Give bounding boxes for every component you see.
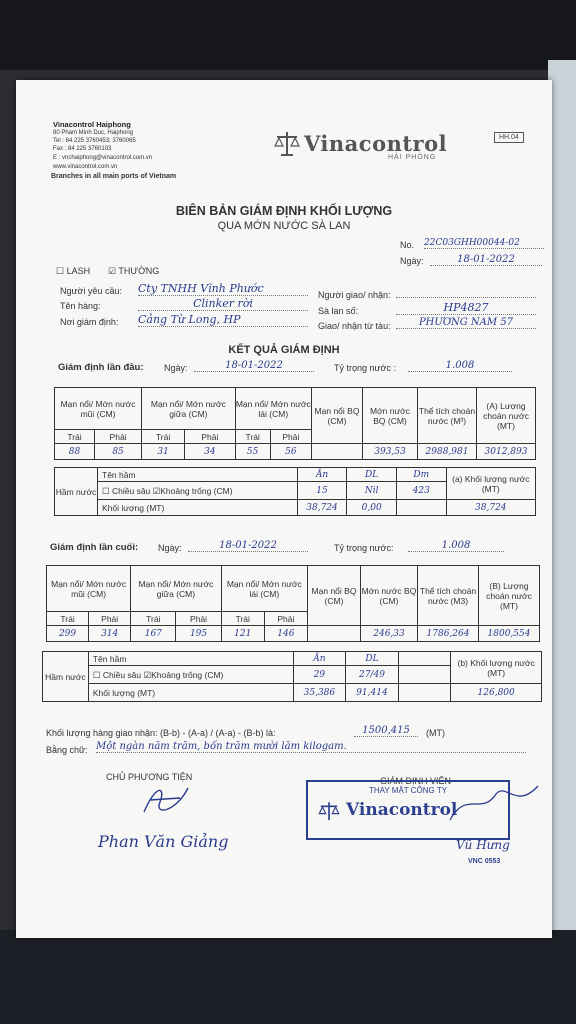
first-tank-2: DL xyxy=(347,468,397,482)
last-density: 1.008 xyxy=(408,540,504,552)
words-value: Một ngàn năm trăm, bốn trăm mười lăm kilogam. xyxy=(96,741,526,753)
first-aft-port-h: Trái xyxy=(235,430,270,444)
lash-option: ☐ LASH xyxy=(56,266,91,276)
thuong-label: THƯỜNG xyxy=(118,266,160,276)
first-aft-stbd-h: Phải xyxy=(270,430,311,444)
first-h-fore: Mạn nổi/ Mớn nước mũi (CM) xyxy=(55,388,142,430)
thuong-option: ☑ THƯỜNG xyxy=(108,266,160,276)
last-aft-stbd: 146 xyxy=(264,626,307,642)
first-aft-stbd: 56 xyxy=(270,444,311,460)
stamp-name: Vinacontrol xyxy=(346,800,458,820)
last-h-aft: Mạn nổi/ Mớn nước lái (CM) xyxy=(221,566,307,612)
first-tank-table xyxy=(54,467,536,516)
last-freeboard-avg xyxy=(308,626,361,642)
last-tank-table xyxy=(42,651,542,702)
last-mid-port-h: Trái xyxy=(131,612,176,626)
last-tank-mass-2: 91,414 xyxy=(346,684,399,702)
deliverer-value-line xyxy=(396,287,536,298)
ship-value: PHƯƠNG NAM 57 xyxy=(396,317,536,329)
requester-label: Người yêu cầu: xyxy=(60,286,122,296)
deliverer-label: Người giao/ nhận: xyxy=(318,290,391,300)
company-branches: Branches in all main ports of Vietnam xyxy=(51,173,177,180)
first-fore-port-h: Trái xyxy=(55,430,95,444)
first-mid-port-h: Trái xyxy=(142,430,185,444)
last-tank-ullage-3 xyxy=(398,666,451,684)
first-tank-mass-1: 38,724 xyxy=(297,500,347,516)
last-water-total: 126,800 xyxy=(451,684,542,702)
first-fore-stbd-h: Phải xyxy=(95,430,142,444)
goods-label: Tên hàng: xyxy=(60,301,101,311)
first-mid-stbd-h: Phải xyxy=(185,430,236,444)
last-tank-mode: ☐ Chiều sâu ☑Khoảng trống (CM) xyxy=(88,666,293,684)
last-h-bq2: Mớn nước BQ (CM) xyxy=(361,566,418,626)
place-value: Cảng Từ Long, HP xyxy=(138,313,308,327)
last-date: 18-01-2022 xyxy=(188,540,308,552)
first-fore-port: 88 xyxy=(55,444,95,460)
desk-background-right xyxy=(548,60,576,940)
last-fore-port-h: Trái xyxy=(47,612,89,626)
first-displacement: 3012,893 xyxy=(477,444,536,460)
date-label: Ngày: xyxy=(400,256,424,266)
place-label: Nơi giám định: xyxy=(60,317,119,327)
desk-background-top xyxy=(0,0,576,70)
company-tel: Tel : 84 225 3760453; 3760065 xyxy=(53,138,136,144)
last-mid-stbd-h: Phải xyxy=(176,612,221,626)
owner-signature-mark xyxy=(136,782,196,822)
inspector-signature-mark xyxy=(446,780,546,830)
last-tank-names-label: Tên hầm xyxy=(88,652,293,666)
last-mid-stbd: 195 xyxy=(176,626,221,642)
results-title: KẾT QUẢ GIÁM ĐỊNH xyxy=(228,344,340,356)
first-tank-ullage-3: 423 xyxy=(396,482,446,500)
first-tank-mass-label: Khối lượng (MT) xyxy=(98,500,298,516)
inspector-title: GIÁM ĐỊNH VIÊN xyxy=(380,776,452,786)
last-h-mass: (B) Lượng choán nước (MT) xyxy=(479,566,540,626)
no-value: 22C03GHH00044-02 xyxy=(424,238,544,249)
last-h-fore: Mạn nổi/ Mớn nước mũi (CM) xyxy=(47,566,131,612)
first-aft-port: 55 xyxy=(235,444,270,460)
last-fore-port: 299 xyxy=(47,626,89,642)
last-density-label: Tỷ trọng nước: xyxy=(334,543,394,553)
first-tank-mass-2: 0,00 xyxy=(347,500,397,516)
first-tank-ullage: Khoảng trống (CM) xyxy=(160,485,233,496)
first-density: 1.008 xyxy=(408,360,512,372)
first-mid-stbd: 34 xyxy=(185,444,236,460)
company-fax: Fax : 84 225 3760103 xyxy=(53,146,112,152)
first-h-vol: Thể tích choán nước (M³) xyxy=(418,388,477,444)
first-h-bq2: Mớn nước BQ (CM) xyxy=(363,388,418,444)
first-mid-port: 31 xyxy=(142,444,185,460)
company-web: www.vinacontrol.com.vn xyxy=(53,164,118,170)
last-tank-1: Ăn xyxy=(293,652,346,666)
last-tank-mass-1: 35,386 xyxy=(293,684,346,702)
company-email: E : vnchaiphong@vinacontrol.com.vn xyxy=(53,155,153,161)
goods-value: Clinker rời xyxy=(138,297,308,311)
first-tank-mass-3 xyxy=(396,500,446,516)
logo-sub: HẢI PHÒNG xyxy=(388,154,437,161)
ship-label: Giao/ nhận từ tàu: xyxy=(318,321,391,331)
last-tank-mass-label: Khối lượng (MT) xyxy=(88,684,293,702)
company-name: Vinacontrol Haiphong xyxy=(53,120,131,129)
last-aft-port: 121 xyxy=(221,626,264,642)
last-tank-ullage-2: 27/49 xyxy=(346,666,399,684)
last-fore-stbd-h: Phải xyxy=(89,612,131,626)
qty-label: Khối lượng hàng giao nhận: (B-b) - (A-a) / (A-a) - (B-b) là: xyxy=(46,728,276,738)
first-tank-ullage-1: 15 xyxy=(297,482,347,500)
last-aft-port-h: Trái xyxy=(221,612,264,626)
first-tank-label: Hầm nước xyxy=(55,468,98,516)
first-h-mass: (A) Lượng choán nước (MT) xyxy=(477,388,536,444)
first-tank-ullage-2: Nil xyxy=(347,482,397,500)
first-h-bq1: Mạn nổi BQ (CM) xyxy=(312,388,363,444)
last-mid-port: 167 xyxy=(131,626,176,642)
inspection-document xyxy=(16,80,552,938)
no-label: No. xyxy=(400,240,415,250)
last-tank-ullage: Khoảng trống (CM) xyxy=(151,669,224,680)
last-tank-mass-3 xyxy=(398,684,451,702)
requester-value: Cty TNHH Vĩnh Phước xyxy=(138,282,308,296)
first-label: Giám định lần đầu: xyxy=(58,362,144,373)
first-freeboard-avg xyxy=(312,444,363,460)
qty-unit: (MT) xyxy=(426,728,445,738)
vinacontrol-logo xyxy=(271,130,303,163)
form-code: HH.04 xyxy=(494,132,524,143)
last-tank-3 xyxy=(398,652,451,666)
last-h-vol: Thể tích choán nước (M3) xyxy=(418,566,479,626)
doc-subtitle: QUA MỚN NƯỚC SÀ LAN xyxy=(217,220,351,232)
first-volume: 2988,981 xyxy=(418,444,477,460)
last-label: Giám định lần cuối: xyxy=(50,542,139,553)
last-draft-table xyxy=(46,565,540,642)
logo-text: Vinacontrol xyxy=(304,131,448,156)
last-h-bq1: Mạn nổi BQ (CM) xyxy=(308,566,361,626)
first-density-label: Tỷ trọng nước : xyxy=(334,363,396,373)
stamp-line1: THAY MẶT CÔNG TY xyxy=(368,786,448,795)
barge-value: HP4827 xyxy=(396,301,536,315)
first-fore-stbd: 85 xyxy=(95,444,142,460)
first-date: 18-01-2022 xyxy=(194,360,314,372)
first-tank-depth: Chiều sâu xyxy=(112,485,151,496)
first-tank-1: Ăn xyxy=(297,468,347,482)
last-h-mid: Mạn nổi/ Mớn nước giữa (CM) xyxy=(131,566,221,612)
company-address: 80 Pham Minh Duc, Haiphong xyxy=(53,130,134,136)
last-draft-avg: 246,33 xyxy=(361,626,418,642)
first-h-aft: Mạn nổi/ Mớn nước lái (CM) xyxy=(235,388,311,430)
first-draft-table xyxy=(54,387,536,460)
first-draft-avg: 393,53 xyxy=(363,444,418,460)
first-water-total: 38,724 xyxy=(446,500,535,516)
first-date-label: Ngày: xyxy=(164,363,188,373)
stamp-scale-icon xyxy=(316,800,342,824)
first-water-label: (a) Khối lượng nước (MT) xyxy=(446,468,535,500)
scale-logo-icon xyxy=(271,130,303,158)
last-tank-label: Hầm nước xyxy=(43,652,89,702)
doc-title: BIÊN BẢN GIÁM ĐỊNH KHỐI LƯỢNG xyxy=(175,204,393,218)
last-tank-2: DL xyxy=(346,652,399,666)
last-tank-depth: Chiều sâu xyxy=(102,669,142,680)
last-water-label: (b) Khối lượng nước (MT) xyxy=(451,652,542,684)
inspector-code: VNC 0553 xyxy=(468,858,501,865)
last-aft-stbd-h: Phải xyxy=(264,612,307,626)
last-fore-stbd: 314 xyxy=(89,626,131,642)
last-volume: 1786,264 xyxy=(418,626,479,642)
first-h-mid: Mạn nổi/ Mớn nước giữa (CM) xyxy=(142,388,236,430)
last-tank-ullage-1: 29 xyxy=(293,666,346,684)
first-tank-mode: ☐ Chiều sâu ☑Khoảng trống (CM) xyxy=(98,482,298,500)
owner-name: Phan Văn Giảng xyxy=(98,832,229,851)
lash-label: LASH xyxy=(66,266,91,276)
qty-value: 1500,415 xyxy=(354,725,418,737)
first-tank-names-label: Tên hầm xyxy=(98,468,298,482)
last-displacement: 1800,554 xyxy=(479,626,540,642)
barge-label: Sà lan số: xyxy=(318,306,359,316)
inspector-name: Vũ Hưng xyxy=(456,838,510,852)
first-tank-3: Dm xyxy=(396,468,446,482)
owner-title: CHỦ PHƯƠNG TIỆN xyxy=(106,772,193,782)
last-date-label: Ngày: xyxy=(158,543,182,553)
desk-background-bottom xyxy=(0,930,576,1024)
date-value: 18-01-2022 xyxy=(430,254,542,266)
words-label: Bằng chữ: xyxy=(46,745,88,755)
